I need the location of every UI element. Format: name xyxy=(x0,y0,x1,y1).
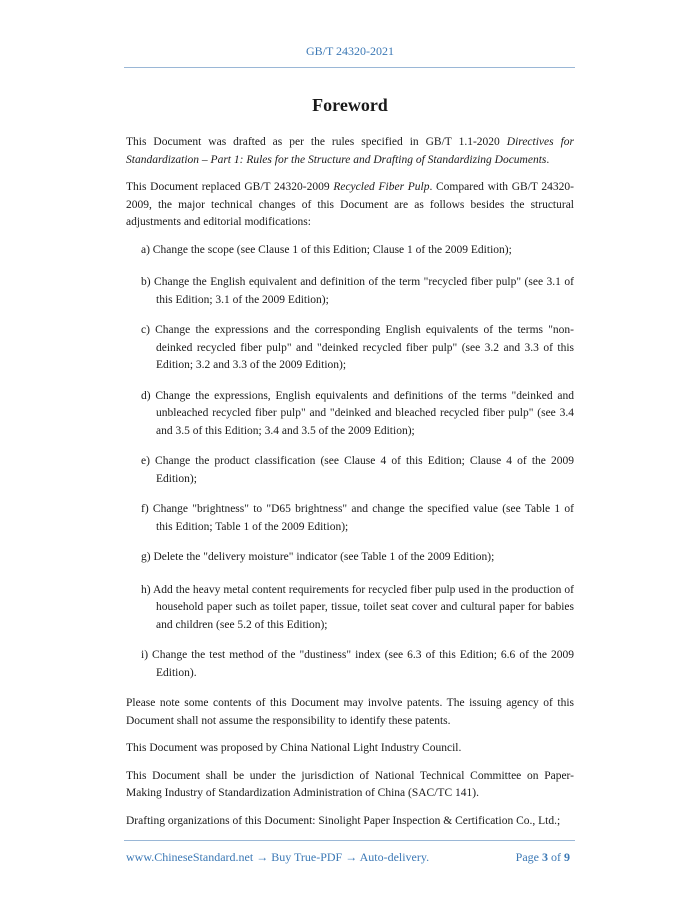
current-page-number: 3 xyxy=(542,850,548,864)
replaced-standard-title: Recycled Fiber Pulp xyxy=(333,181,430,193)
change-item-c: c) Change the expressions and the corresponding English equivalents of the terms "non-deinked recycled fiber pulp" and "deinked recycled fiber pulp" (see 3.2 and 3.3 of this Edition; 3.2 and 3.3 of the 2009 Edition); xyxy=(141,324,574,371)
jurisdiction-statement: This Document shall be under the jurisdiction of National Technical Committee on Paper-Making Industry of Standardization Administration of China (SAC/TC 141). xyxy=(126,769,574,799)
change-item-i: i) Change the test method of the "dustiness" index (see 6.3 of this Edition; 6.6 of the 2009 Edition). xyxy=(141,649,574,679)
cited-standard-title: Directives for Standardization – Part 1: Rules for the Structure and Drafting of Standardizing Documents xyxy=(126,136,574,166)
page-label: Page xyxy=(515,850,539,864)
promo-text: → Buy True-PDF → Auto-delivery. xyxy=(253,850,430,864)
change-item-b: b) Change the English equivalent and definition of the term "recycled fiber pulp" (see 3.1 of this Edition; 3.1 of the 2009 Edition); xyxy=(141,276,574,306)
proposer-statement: This Document was proposed by China National Light Industry Council. xyxy=(126,742,462,754)
website-link[interactable]: www.ChineseStandard.net xyxy=(126,850,254,864)
patent-notice: Please note some contents of this Document may involve patents. The issuing agency of this Document shall not assume the responsibility to identify these patents. xyxy=(126,697,574,727)
footer-divider xyxy=(124,840,575,841)
change-item-f: f) Change "brightness" to "D65 brightness" and change the specified value (see Table 1 of this Edition; Table 1 of the 2009 Edition); xyxy=(141,503,574,533)
intro-text: This Document replaced GB/T 24320-2009 xyxy=(126,181,334,193)
drafting-organizations: Drafting organizations of this Document: Sinolight Paper Inspection & Certification Co., Ltd.; xyxy=(126,814,561,827)
page-footer xyxy=(126,850,574,865)
of-label: of xyxy=(551,850,561,864)
change-item-d: d) Change the expressions, English equivalents and definitions of the terms "deinked and unbleached recycled fiber pulp" and "deinked and bleached recycled fiber pulp" (see 3.4 and 3.5 of this Edition; 3.4 and 3.5 of the 2009 Edition); xyxy=(141,389,574,437)
document-body xyxy=(126,134,574,840)
change-item-e: e) Change the product classification (see Clause 4 of this Edition; Clause 4 of the 2009 Edition); xyxy=(141,455,574,485)
change-item-g: g) Delete the "delivery moisture" indicator (see Table 1 of the 2009 Edition); xyxy=(141,551,495,563)
total-pages-number: 9 xyxy=(564,850,570,864)
intro-paragraph-1 xyxy=(126,134,574,169)
header-divider xyxy=(124,67,575,68)
intro-text-end: . xyxy=(546,153,550,166)
change-item-h: h) Add the heavy metal content requirements for recycled fiber pulp used in the production of household paper such as toilet paper, tissue, toilet seat cover and cultural paper for babies and children (see 5.2 of this Edition); xyxy=(141,583,574,631)
page-title: Foreword xyxy=(312,95,388,115)
intro-text-end: . Compared with GB/T 24320-2009, the major technical changes of this Document are as follows besides the structural adjustments and editorial modifications: xyxy=(126,181,574,228)
page-indicator xyxy=(516,850,570,865)
change-item-a: a) Change the scope (see Clause 1 of this Edition; Clause 1 of the 2009 Edition); xyxy=(141,243,512,256)
document-id-header: GB/T 24320-2021 xyxy=(305,44,395,58)
intro-text: This Document was drafted as per the rules specified in GB/T 1.1-2020 xyxy=(126,136,507,148)
intro-paragraph-2 xyxy=(126,179,574,232)
